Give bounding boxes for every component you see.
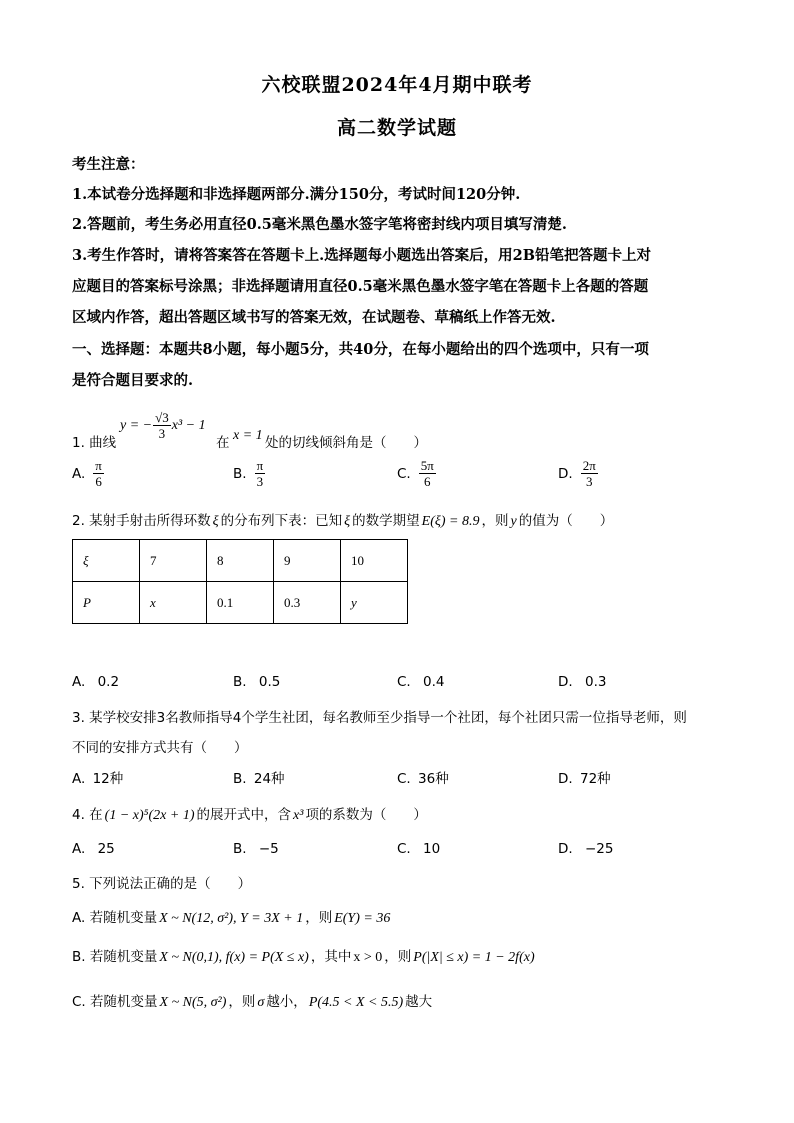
table-cell: ξ	[73, 540, 140, 582]
q5-opt-c-mid-2: 越小，	[266, 994, 307, 1010]
option-label: A.	[72, 841, 86, 857]
notice-heading: 考生注意：	[72, 156, 145, 173]
q4-option-a[interactable]	[72, 841, 115, 857]
q5-opt-a-prefix: A. 若随机变量	[72, 910, 158, 926]
option-value: 0.2	[97, 674, 120, 690]
q5-option-a[interactable]	[72, 906, 392, 927]
q5-opt-c-prefix: C. 若随机变量	[72, 994, 158, 1010]
option-label: B.	[233, 465, 247, 482]
table-cell: 0.3	[274, 582, 341, 624]
section-heading-line-1: 一、选择题：本题共8小题，每小题5分，共40分，在每小题给出的四个选项中，只有一项	[72, 341, 649, 358]
fraction-num: 5π	[420, 458, 434, 473]
page-title: 六校联盟2024年4月期中联考	[261, 74, 533, 96]
q5-stem: 5. 下列说法正确的是（ ）	[72, 876, 252, 892]
q5-opt-b-mid-2: ，则	[384, 949, 412, 965]
q5-opt-c-math-2: P(4.5 < X < 5.5)	[308, 995, 404, 1010]
q1-option-a-fraction	[93, 458, 104, 489]
q2-xi-2: ξ	[344, 514, 351, 529]
fraction-den: 6	[95, 474, 102, 489]
fraction-den: 3	[585, 474, 593, 489]
q5-opt-b-condition: x > 0	[353, 950, 383, 965]
q2-text-c: 的数学期望	[352, 513, 420, 529]
table-cell: 0.1	[207, 582, 274, 624]
q2-option-c[interactable]	[397, 674, 445, 690]
q5-opt-b-math: X ~ N(0,1), f(x) = P(X ≤ x)	[159, 950, 309, 965]
table-row	[73, 540, 408, 582]
table-cell: 9	[274, 540, 341, 582]
table-cell: 8	[207, 540, 274, 582]
page-subtitle: 高二数学试题	[336, 117, 457, 139]
q5-opt-b-mid: ，其中	[310, 949, 352, 965]
option-label: C.	[397, 841, 411, 857]
q1-func-rhs: x³ − 1	[171, 417, 206, 433]
section-heading-line-2: 是符合题目要求的.	[72, 372, 194, 389]
table-cell: y	[341, 582, 408, 624]
table-row	[73, 582, 408, 624]
option-label: C.	[397, 674, 411, 690]
q5-opt-b-prefix: B. 若随机变量	[72, 949, 158, 965]
q3-option-b[interactable]	[233, 767, 285, 787]
q2-text-b: 的分布列下表：已知	[220, 513, 343, 529]
q5-opt-a-mid: ，则	[305, 910, 333, 926]
table-cell: 10	[341, 540, 408, 582]
q1-option-c[interactable]	[397, 458, 436, 489]
q1-function	[120, 410, 206, 441]
q1-mid: 在	[216, 435, 230, 451]
q2-option-b[interactable]	[233, 674, 280, 690]
q1-func-den: 3	[158, 426, 166, 441]
notice-line-1: 1.本试卷分选择题和非选择题两部分.满分150分，考试时间120分钟.	[72, 186, 521, 203]
q2-text-d: ，则	[481, 513, 509, 529]
notice-line-3a: 3.考生作答时，请将答案答在答题卡上.选择题每小题选出答案后，用2B铅笔把答题卡上对	[72, 247, 652, 264]
q5-opt-b-math-2: P(|X| ≤ x) = 1 − 2f(x)	[413, 950, 535, 965]
option-value: 12种	[92, 771, 124, 787]
q3-option-c[interactable]	[397, 767, 449, 787]
q1-option-b[interactable]	[233, 458, 265, 489]
q2-option-d[interactable]	[558, 674, 606, 690]
option-value: −5	[258, 841, 279, 857]
option-value: 24种	[253, 771, 285, 787]
q2-y: y	[510, 514, 517, 529]
option-label: D.	[558, 771, 573, 787]
q1-option-d[interactable]	[558, 458, 598, 489]
q5-opt-a-math-2: E(Y) = 36	[334, 911, 391, 926]
option-label: D.	[558, 841, 573, 857]
option-value: 0.3	[584, 674, 607, 690]
q1-suffix: 处的切线倾斜角是（ ）	[265, 435, 427, 451]
option-value: 10	[423, 841, 441, 857]
q1-func-fraction	[153, 410, 171, 441]
q5-opt-c-mid: ，则	[228, 994, 256, 1010]
fraction-num: π	[95, 458, 102, 473]
notice-line-3c: 区域内作答，超出答题区域书写的答案无效，在试题卷、草稿纸上作答无效.	[72, 309, 556, 326]
option-value: 36种	[418, 771, 449, 787]
option-label: A.	[72, 465, 86, 482]
q1-point: x = 1	[233, 428, 263, 443]
option-label: A.	[72, 771, 86, 787]
option-label: C.	[397, 465, 411, 482]
q3-stem-line-2: 不同的安排方式共有（ ）	[72, 740, 248, 756]
notice-line-3b: 应题目的答案标号涂黑；非选择题请用直径0.5毫米黑色墨水签字笔在答题卡上各题的答题	[72, 278, 649, 295]
q4-expression: (1 − x)⁵(2x + 1)	[104, 808, 195, 823]
q4-suffix: 项的系数为（ ）	[305, 807, 427, 823]
q4-stem	[72, 803, 427, 824]
option-value: 72种	[579, 771, 611, 787]
q2-text-a: 2. 某射手射击所得环数	[72, 513, 211, 529]
q4-mid: 的展开式中，含	[196, 807, 292, 823]
q2-option-a[interactable]	[72, 674, 119, 690]
q2-expectation: E(ξ) = 8.9	[421, 514, 480, 529]
option-label: B.	[233, 771, 247, 787]
option-value: 25	[97, 841, 115, 857]
q4-option-c[interactable]	[397, 841, 440, 857]
table-cell: x	[140, 582, 207, 624]
option-value: 0.4	[423, 674, 445, 690]
q3-option-d[interactable]	[558, 767, 611, 787]
q5-opt-a-math: X ~ N(12, σ²), Y = 3X + 1	[159, 911, 304, 926]
option-label: A.	[72, 674, 86, 690]
q2-xi: ξ	[212, 514, 219, 529]
q4-option-d[interactable]	[558, 841, 613, 857]
fraction-den: 3	[256, 474, 264, 489]
q5-option-c[interactable]	[72, 990, 432, 1011]
option-label: B.	[233, 674, 247, 690]
q4-term: x³	[293, 808, 304, 823]
q1-option-d-fraction	[581, 458, 598, 489]
q5-opt-c-suffix: 越大	[405, 994, 433, 1010]
fraction-den: 6	[424, 474, 431, 489]
q5-option-b[interactable]	[72, 945, 537, 966]
option-label: B.	[233, 841, 247, 857]
notice-line-2: 2.答题前，考生务必用直径0.5毫米黑色墨水签字笔将密封线内项目填写清楚.	[72, 216, 567, 233]
q5-opt-c-sigma: σ	[257, 995, 265, 1010]
table-cell: P	[73, 582, 140, 624]
fraction-num: 2π	[582, 458, 596, 473]
option-label: D.	[558, 465, 573, 482]
q2-stem	[72, 509, 613, 530]
q3-stem-line-1: 3. 某学校安排3名教师指导4个学生社团，每名教师至少指导一个社团，每个社团只需一位指导老师，则	[72, 710, 687, 726]
q1-func-num: √3	[155, 410, 169, 425]
q2-distribution-table	[72, 539, 408, 624]
q5-opt-c-math: X ~ N(5, σ²)	[159, 995, 227, 1010]
q1-func-lhs: y = −	[120, 417, 153, 433]
option-label: D.	[558, 674, 573, 690]
q1-option-a[interactable]	[72, 458, 104, 489]
table-cell: 7	[140, 540, 207, 582]
q3-option-a[interactable]	[72, 767, 123, 787]
q1-prefix: 1. 曲线	[72, 435, 117, 451]
option-value: −25	[584, 841, 614, 857]
fraction-num: π	[256, 458, 264, 473]
q4-prefix: 4. 在	[72, 807, 103, 823]
q1-option-c-fraction	[419, 458, 436, 489]
option-value: 0.5	[258, 674, 281, 690]
q4-option-b[interactable]	[233, 841, 279, 857]
option-label: C.	[397, 771, 411, 787]
q1-option-b-fraction	[255, 458, 266, 489]
q2-text-e: 的值为（ ）	[518, 513, 614, 529]
